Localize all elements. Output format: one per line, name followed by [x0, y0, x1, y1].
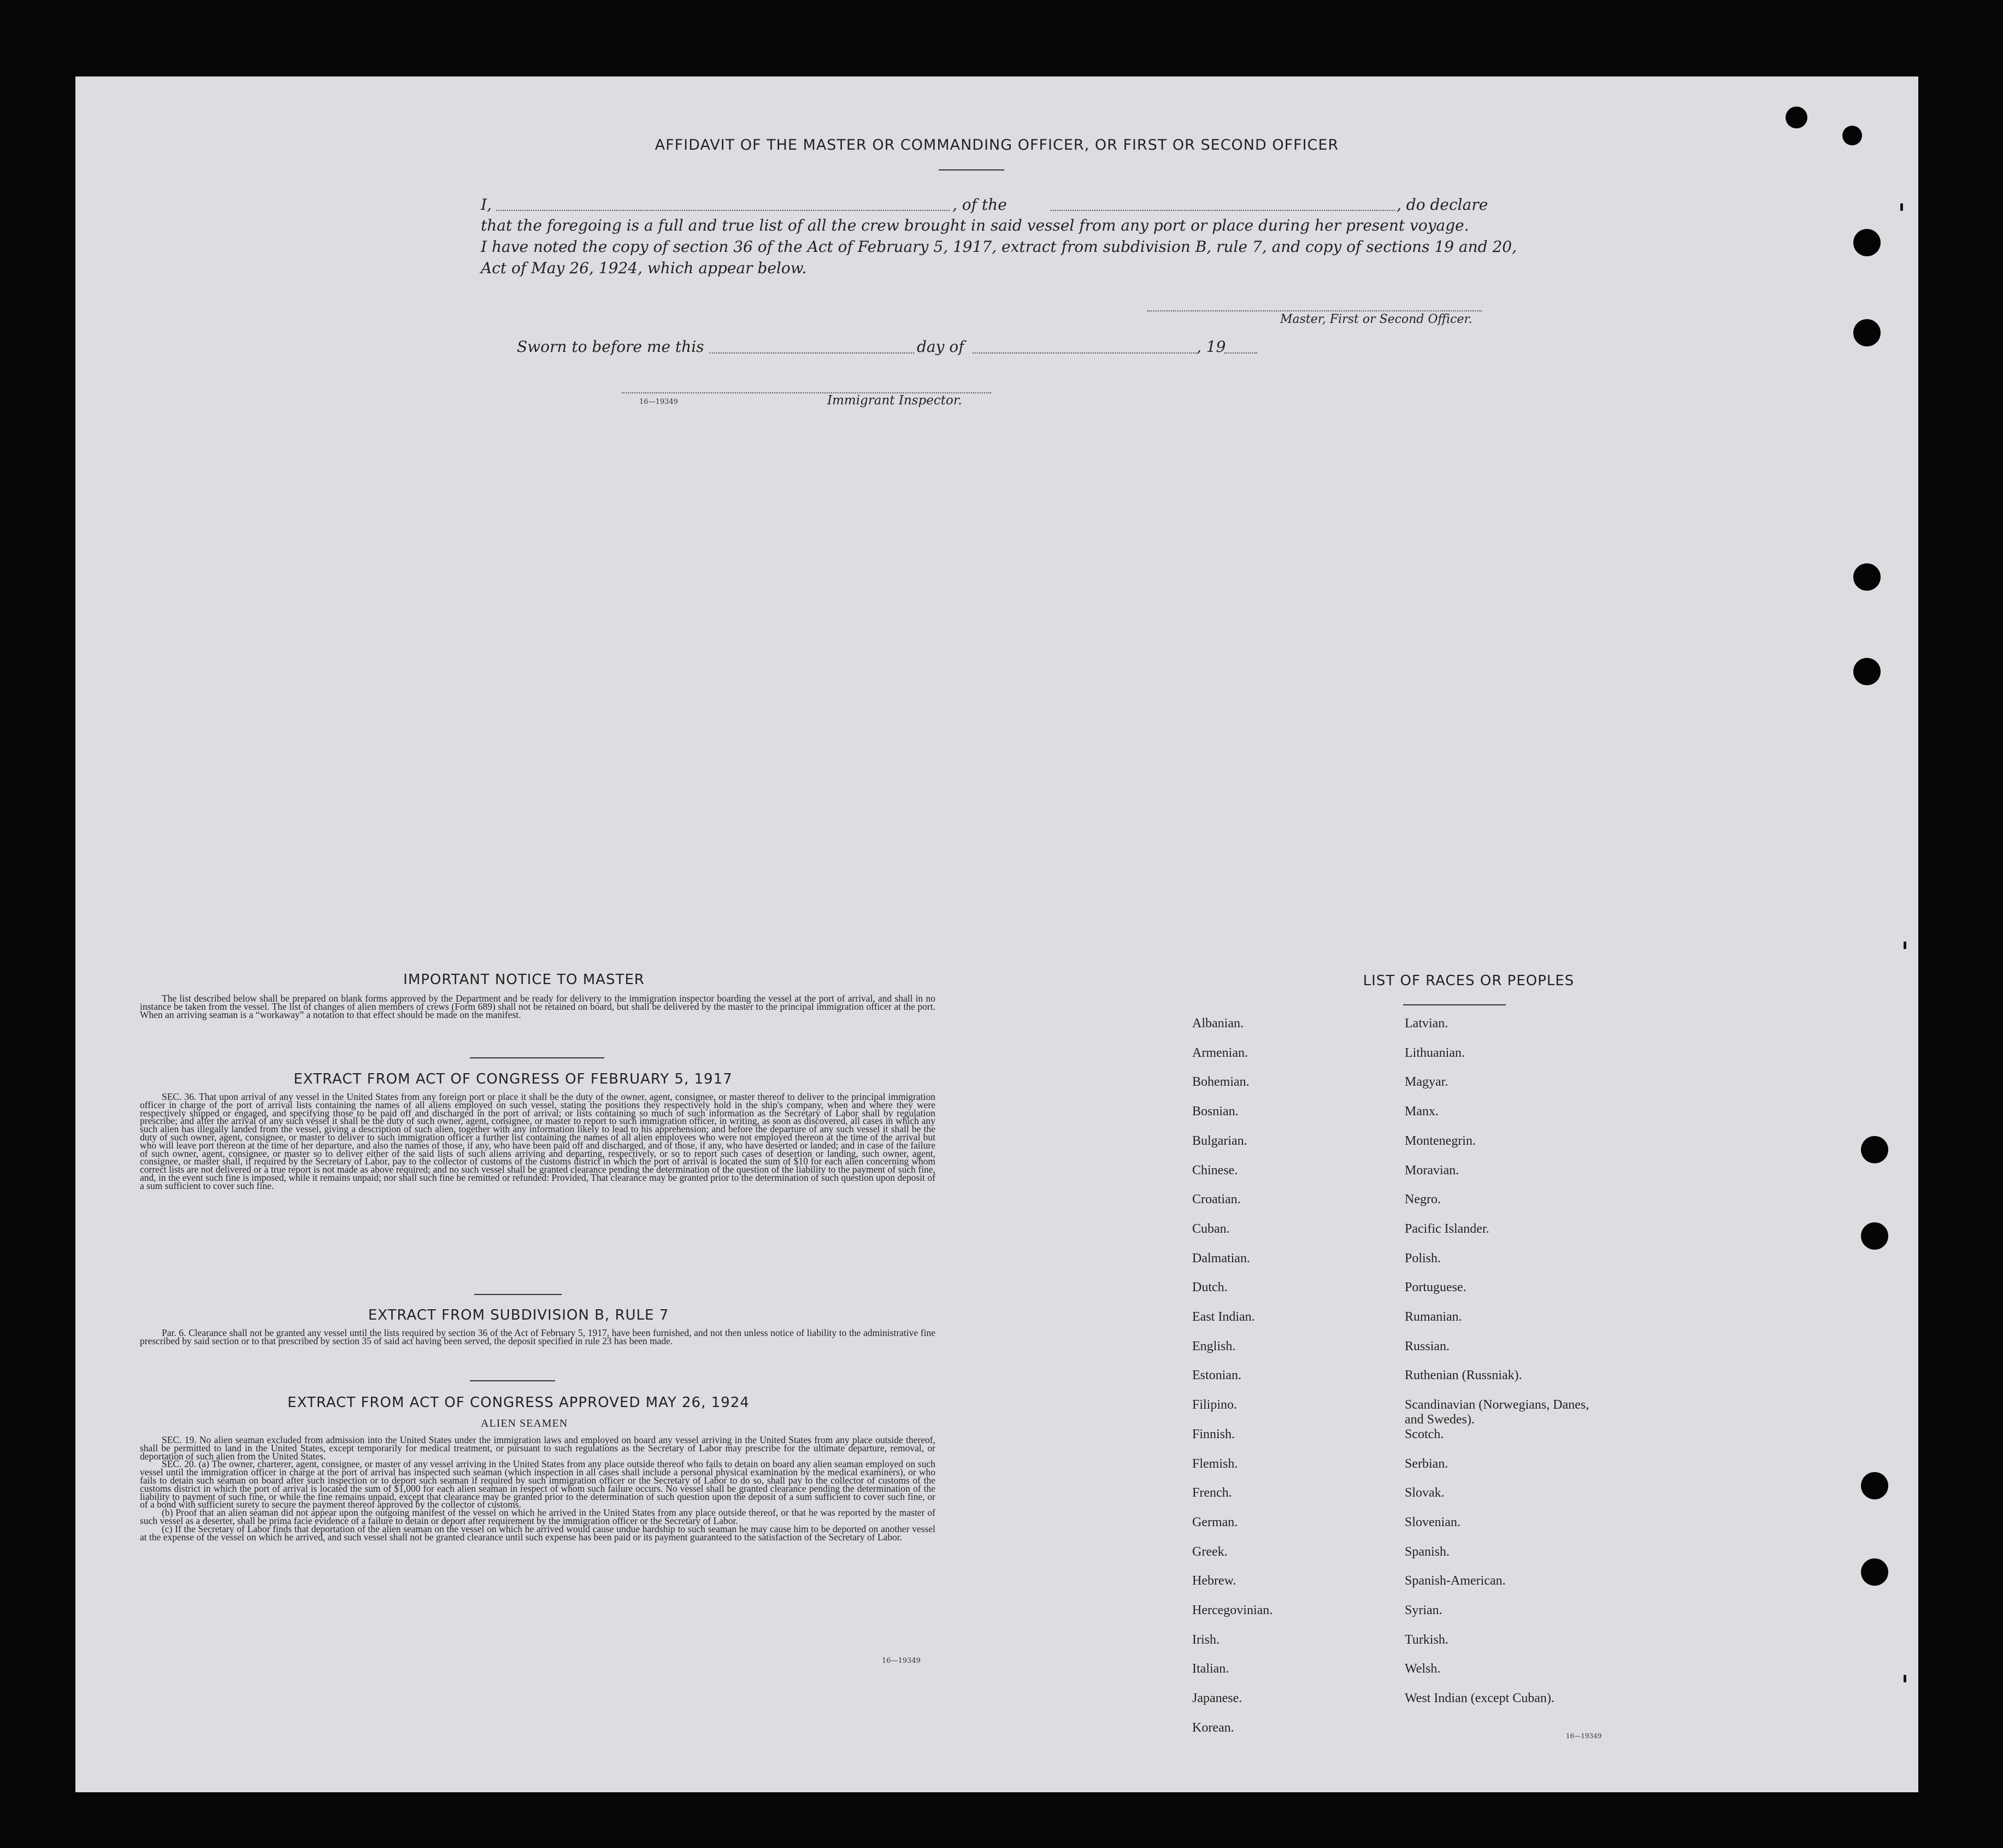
race-item: West Indian (except Cuban). — [1405, 1691, 1554, 1705]
race-item: Estonian. — [1192, 1368, 1241, 1382]
race-item: Spanish-American. — [1405, 1574, 1506, 1588]
inspector-caption: Immigrant Inspector. — [827, 393, 962, 408]
race-item: Spanish. — [1405, 1545, 1450, 1559]
race-item: Ruthenian (Russniak). — [1405, 1368, 1522, 1382]
punch-hole — [1861, 1558, 1888, 1586]
race-item: Latvian. — [1405, 1016, 1448, 1031]
sworn-year-field[interactable] — [1224, 352, 1257, 354]
punch-hole — [1786, 107, 1807, 128]
race-item: Syrian. — [1405, 1603, 1442, 1617]
affidavit-title-rule — [939, 169, 1004, 170]
race-item: Slovenian. — [1405, 1515, 1460, 1529]
punch-hole — [1842, 126, 1862, 145]
race-item: Scotch. — [1405, 1427, 1444, 1441]
race-item: Cuban. — [1192, 1222, 1230, 1236]
race-item: Turkish. — [1405, 1633, 1448, 1647]
race-item: Scandinavian (Norwegians, Danes, and Swedes). — [1405, 1398, 1589, 1427]
extract-1917-text: SEC. 36. That upon arrival of any vessel in the United States from any foreign port or place it shall be the duty of the owner, agent, consignee, or master thereof to deliver to the principal immigration officer in charge of the port of arrival lists containing the names of all aliens employed on such vessel, stating the positions they respectively hold in the ship's company, when and where they were respectively shipped or engaged, and specifying those to be paid off and discharged in the port of arrival; or lists containing so much of such information as the Secretary of Labor shall by regulation prescribe; and after the arrival of any such vessel it shall be the duty of such owner, agent, consignee, or master to report to such immigration officer, in writing, as soon as discovered, all cases in which any such alien has illegally landed from the vessel, giving a description of such alien, together with any information likely to lead to his apprehension; and before the departure of any such vessel it shall be the duty of such owner, agent, consignee, or master to deliver to such immigration officer a further list containing the names of all alien employees who were not employed thereon at the time of the arrival but who will leave port thereon at the time of her departure, and also the names of those, if any, who have been paid off and discharged, and of those, if any, who have deserted or landed; and in case of the failure of such owner, agent, consignee, or master so to deliver either of the said lists of such aliens arriving and departing, respectively, or so to report such cases of desertion or landing, such owner, agent, consignee, or master shall, if required by the Secretary of Labor, pay to the collector of customs of the customs district in which the port of arrival is located the sum of $10 for each alien concerning whom correct lists are not delivered or a true report is not made as above required; and no such vessel shall be granted clearance pending the determination of the question of the liability to the payment of such fine, and, in the event such fine is imposed, while it remains unpaid; nor shall such fine be remitted or refunded: Provided, That clearance may be granted prior to the determination of such question upon deposit of a sum sufficient to cover such fine. — [140, 1091, 935, 1191]
race-item: Portuguese. — [1405, 1280, 1466, 1294]
race-item: Manx. — [1405, 1104, 1439, 1119]
affidavit-line-1-start: I, — [481, 196, 492, 214]
race-item: Bulgarian. — [1192, 1134, 1247, 1148]
name-field[interactable] — [496, 210, 950, 211]
punch-hole — [1861, 1472, 1888, 1499]
alien-seamen-subtitle: ALIEN SEAMEN — [481, 1417, 568, 1429]
race-item: Pacific Islander. — [1405, 1222, 1489, 1236]
punch-hole — [1853, 658, 1881, 685]
race-item: Irish. — [1192, 1633, 1220, 1647]
sworn-day-field[interactable] — [709, 352, 914, 354]
master-signature-caption: Master, First or Second Officer. — [1280, 313, 1472, 326]
affidavit-line-2: that the foregoing is a full and true list of all the crew brought in said vessel from any port or place during her present voyage. — [481, 216, 1469, 234]
speck — [1904, 941, 1906, 949]
punch-hole — [1853, 563, 1881, 591]
extract-1924-title: EXTRACT FROM ACT OF CONGRESS APPROVED MAY 26, 1924 — [287, 1394, 750, 1411]
race-item: Armenian. — [1192, 1046, 1248, 1060]
form-page — [75, 76, 1918, 1792]
master-signature-field[interactable] — [1147, 310, 1482, 311]
speck — [1900, 203, 1903, 211]
race-item: Albanian. — [1192, 1016, 1244, 1031]
races-title: LIST OF RACES OR PEOPLES — [1363, 973, 1575, 989]
race-item: Polish. — [1405, 1251, 1441, 1266]
affidavit-line-1-end: , do declare — [1397, 196, 1488, 214]
race-item: Moravian. — [1405, 1163, 1459, 1178]
rule7-rule — [470, 1380, 555, 1381]
notice-title: IMPORTANT NOTICE TO MASTER — [403, 972, 645, 988]
extract-1917-title: EXTRACT FROM ACT OF CONGRESS OF FEBRUARY 5, 1917 — [293, 1071, 733, 1087]
race-item: Russian. — [1405, 1339, 1450, 1353]
vessel-field[interactable] — [1051, 210, 1395, 211]
race-item: Greek. — [1192, 1545, 1228, 1559]
affidavit-line-1-mid: , of the — [952, 196, 1007, 214]
race-item: Magyar. — [1405, 1075, 1448, 1089]
race-item: Dutch. — [1192, 1280, 1228, 1294]
notice-text: The list described below shall be prepared on blank forms approved by the Department and be ready for delivery to the immigration inspector boarding the vessel at the port of arrival, and shall in no instance be taken from the vessel. The list of changes of alien members of crews (Form 689) shall not be retained on board, but shall be delivered by the master to the principal immigration officer at the port. When an arriving seaman is a “workaway” a notation to that effect should be made on the manifest. — [140, 993, 935, 1020]
race-item: Rumanian. — [1405, 1310, 1462, 1324]
sworn-month-field[interactable] — [973, 352, 1197, 354]
punch-hole — [1861, 1136, 1888, 1163]
race-item: East Indian. — [1192, 1310, 1255, 1324]
form-number-top: 16—19349 — [639, 398, 678, 406]
punch-hole — [1853, 319, 1881, 346]
race-item: Welsh. — [1405, 1662, 1441, 1676]
notice-rule — [470, 1057, 604, 1058]
race-item: Finnish. — [1192, 1427, 1235, 1441]
affidavit-title: AFFIDAVIT OF THE MASTER OR COMMANDING OFFICER, OR FIRST OR SECOND OFFICER — [655, 137, 1339, 154]
race-item: Slovak. — [1405, 1486, 1445, 1500]
race-item: French. — [1192, 1486, 1232, 1500]
race-item: Croatian. — [1192, 1192, 1241, 1207]
race-item: Bosnian. — [1192, 1104, 1239, 1119]
rule7-text: Par. 6. Clearance shall not be granted any vessel until the lists required by section 36 of the Act of February 5, 1917, have been furnished, and not then unless notice of liability to the administrative fine prescribed by said section or to that prescribed by section 35 of said act having been served, the deposit specified in rule 23 has been made. — [140, 1327, 935, 1346]
race-item: Filipino. — [1192, 1398, 1238, 1412]
form-number-races: 16—19349 — [1566, 1732, 1602, 1740]
punch-hole — [1861, 1222, 1888, 1250]
speck — [1904, 1675, 1906, 1682]
race-item: German. — [1192, 1515, 1238, 1529]
race-item: Bohemian. — [1192, 1075, 1250, 1089]
race-item: Lithuanian. — [1405, 1046, 1465, 1060]
race-item: Flemish. — [1192, 1457, 1238, 1471]
rule7-title: EXTRACT FROM SUBDIVISION B, RULE 7 — [368, 1307, 669, 1323]
race-item: English. — [1192, 1339, 1236, 1353]
form-number-extract: 16—19349 — [882, 1657, 921, 1665]
race-item: Montenegrin. — [1405, 1134, 1476, 1148]
sworn-day-of: day of — [917, 338, 964, 356]
race-item: Serbian. — [1405, 1457, 1448, 1471]
race-item: Korean. — [1192, 1721, 1234, 1735]
race-item: Hercegovinian. — [1192, 1603, 1273, 1617]
races-title-rule — [1403, 1004, 1506, 1005]
affidavit-line-4: Act of May 26, 1924, which appear below. — [481, 259, 807, 277]
sworn-label: Sworn to before me this — [517, 338, 704, 356]
extract-1924-text: SEC. 19. No alien seaman excluded from admission into the United States under the immigration laws and employed on board any vessel arriving in the United States from any place outside thereof, shall be permitted to land in the United States, except temporarily for medical treatment, or pursuant to such regulations as the Secretary of Labor may prescribe for the ultimate departure, removal, or deportation of such alien from the United States. SEC. 20. (a) The owner, charterer, agent, consignee, or master of any vessel arriving in the United States from any place outside thereof who fails to detain on board any alien seaman employed on such vessel until the immigration officer in charge at the port of arrival has inspected such seaman (which inspection in all cases shall include a personal physical examination by the medical examiners), or who fails to detain such seaman on board after such inspection or to deport such seaman if required by such immigration officer or the Secretary of Labor to do so, shall pay to the collector of customs of the customs district in which the port of arrival is located the sum of $1,000 for each alien seaman in respect of whom such failure occurs. No vessel shall be granted clearance pending the determination of the liability to payment of such fine, or while the fine remains unpaid, except that clearance may be granted prior to the determination of such question upon the deposit of a sum sufficient to cover such fine, or of a bond with sufficient surety to secure the payment thereof approved by the collector of customs. (b) Proof that an alien seaman did not appear upon the outgoing manifest of the vessel on which he arrived in the United States from any place outside thereof, or that he was reported by the master of such vessel as a deserter, shall be prima facie evidence of a failure to detain or deport after requirement by the immigration officer or the Secretary of Labor. (c) If the Secretary of Labor finds that deportation of the alien seaman on the vessel on which he arrived would cause undue hardship to such seaman he may cause him to be deported on another vessel at the expense of the vessel on which he arrived, and such vessel shall not be granted clearance until such expense has been paid or its payment guaranteed to the satisfaction of the Secretary of Labor. — [140, 1434, 935, 1543]
race-item: Italian. — [1192, 1662, 1229, 1676]
race-item: Negro. — [1405, 1192, 1441, 1207]
affidavit-line-3: I have noted the copy of section 36 of the Act of February 5, 1917, extract from subdivision B, rule 7, and copy of sections 19 and 20, — [481, 238, 1517, 256]
sworn-year: , 19 — [1197, 338, 1226, 356]
race-item: Hebrew. — [1192, 1574, 1236, 1588]
race-item: Chinese. — [1192, 1163, 1238, 1178]
race-item: Japanese. — [1192, 1691, 1242, 1705]
extract-1917-rule — [474, 1294, 562, 1295]
race-item: Dalmatian. — [1192, 1251, 1250, 1266]
punch-hole — [1853, 229, 1881, 256]
